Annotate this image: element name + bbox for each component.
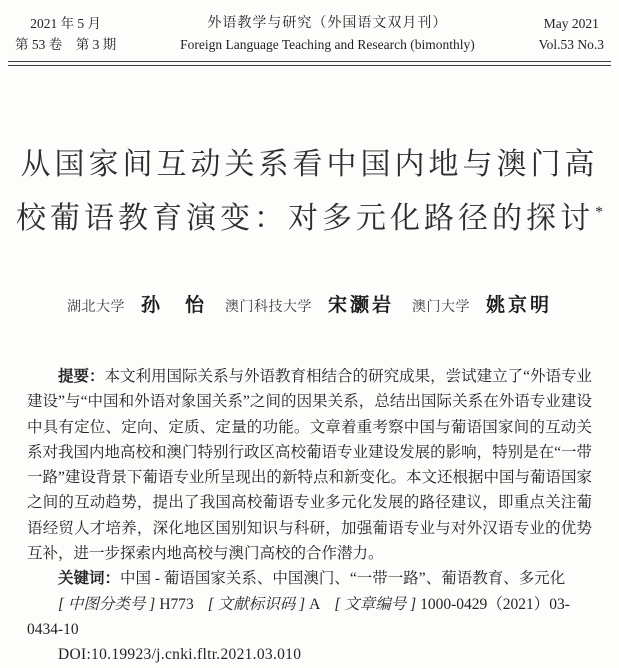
- keywords-line: [27, 566, 592, 591]
- doc-code-value: A: [309, 595, 321, 613]
- publication-date-cn: 2021 年 5 月: [30, 16, 102, 31]
- title-footnote-marker: *: [595, 204, 603, 221]
- article-title-line2: 校葡语教育演变：对多元化路径的探讨: [16, 202, 594, 235]
- classification-line: [27, 592, 592, 643]
- keywords-label: 关键词：: [58, 570, 121, 588]
- article-number-label: [ 文章编号 ]: [334, 595, 417, 613]
- authors-row: [0, 292, 619, 321]
- doi-line: DOI:10.19923/j.cnki.fltr.2021.03.010: [58, 646, 302, 664]
- author-name: 孙 怡: [140, 295, 207, 316]
- header-issue-info-en: [539, 13, 604, 55]
- keywords-text: 中国 - 葡语国家关系、中国澳门、“一带一路”、葡语教育、多元化: [120, 570, 566, 588]
- author-group: [67, 292, 207, 321]
- doc-code-segment: [208, 596, 321, 613]
- author-affiliation: 澳门大学: [412, 300, 470, 315]
- article-title-line1: 从国家间互动关系看中国内地与澳门高: [20, 148, 599, 181]
- header-divider-double-rule: [8, 61, 611, 66]
- journal-title-block: [180, 13, 475, 55]
- author-name: 宋灏岩: [327, 295, 394, 316]
- front-matter: [27, 364, 592, 668]
- clc-label: [ 中图分类号 ]: [58, 595, 156, 613]
- abstract-text: 本文利用国际关系与外语教育相结合的研究成果，尝试建立了“外语专业建设”与“中国和外语对象国关系”之间的因果关系，总结出国际关系在外语专业建设中具有定位、定向、定质、定量的功能。文章着重考察中国与葡语国家间的互动关系对我国内地高校和澳门特别行政区高校葡语专业建设发展的影响，特别是在“一带一路”建设背景下葡语专业所呈现出的新特点和新变化。本文还根据中国与葡语国家之间的互动趋势，提出了我国高校葡语专业多元化发展的路径建议，即重点关注葡语经贸人才培养，深化地区国别知识与科研，加强葡语专业与对外汉语专业的优势互补，进一步探索内地高校与澳门高校的合作潜力。: [27, 368, 592, 563]
- header-issue-info-cn: [15, 13, 116, 55]
- article-number-value: 1000-0429（2021）03-0434-10: [27, 595, 570, 638]
- journal-title-en: Foreign Language Teaching and Research (bimonthly): [180, 37, 475, 52]
- journal-header: [0, 0, 619, 55]
- publication-date-en: May 2021: [543, 16, 599, 31]
- clc-value: H773: [159, 595, 194, 613]
- abstract-label: 提要：: [58, 368, 105, 385]
- article-title: [0, 141, 619, 243]
- author-affiliation: 澳门科技大学: [224, 300, 312, 315]
- journal-title-cn: 外语教学与研究（外国语文双月刊）: [207, 16, 448, 31]
- clc-segment: [58, 596, 194, 613]
- doc-code-label: [ 文献标识码 ]: [207, 595, 306, 613]
- volume-issue-cn: 第 53 卷 第 3 期: [15, 37, 117, 52]
- author-group: [412, 292, 552, 321]
- author-group: [225, 292, 394, 321]
- abstract-paragraph: [27, 364, 592, 566]
- author-name: 姚京明: [486, 295, 553, 316]
- author-affiliation: 湖北大学: [66, 300, 125, 315]
- volume-issue-en: Vol.53 No.3: [538, 37, 604, 52]
